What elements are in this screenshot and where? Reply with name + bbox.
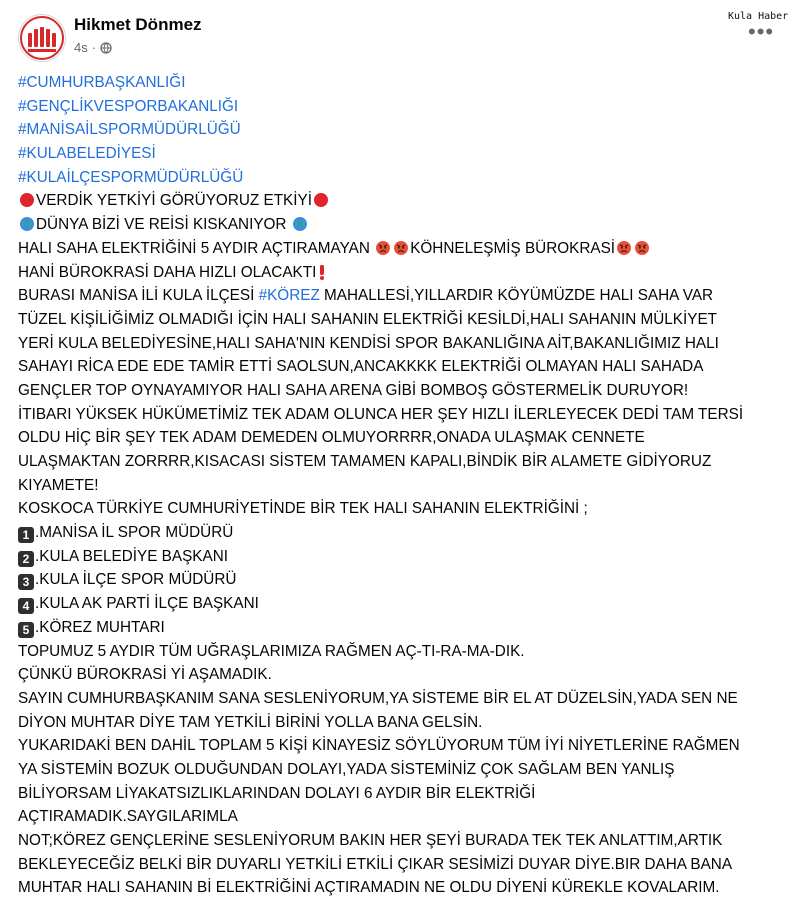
text-line: AÇTIRAMADIK.SAYGILARIMLA: [18, 808, 238, 826]
globe-icon: [100, 42, 112, 54]
angry-face-icon: [393, 240, 409, 256]
text-line: YUKARIDAKİ BEN DAHİL TOPLAM 5 KİŞİ KİNAYESİZ SÖYLÜYORUM TÜM İYİ NİYETLERİNE RAĞMEN: [18, 737, 740, 755]
text-line: TÜZEL KİŞİLİĞİMİZ OLMADIĞI İÇİN HALI SAHANIN ELEKTRİĞİ KESİLDİ,HALI SAHANIN MÜLKİYET: [18, 310, 717, 328]
angry-face-icon: [616, 240, 632, 256]
list-item-text: .MANİSA İL SPOR MÜDÜRÜ: [35, 524, 234, 542]
hashtag[interactable]: #GENÇLİKVESPORBAKANLIĞI: [18, 97, 239, 115]
text-line: KÖHNELEŞMİŞ BÜROKRASİ: [410, 239, 616, 257]
list-item: [18, 545, 788, 569]
hashtag[interactable]: #KULAİLÇESPORMÜDÜRLÜĞÜ: [18, 168, 244, 186]
angry-face-icon: [634, 240, 650, 256]
hashtag[interactable]: #MANİSAİLSPORMÜDÜRLÜĞÜ: [18, 121, 241, 139]
globe-emoji-icon: [292, 216, 308, 232]
text-line: YERİ KULA BELEDİYESİNE,HALI SAHA'NIN KENDİSİ SPOR BAKANLIĞINA AİT,BAKANLIĞIMIZ HALI: [18, 334, 719, 352]
keycap-number-icon: 5: [18, 622, 34, 638]
text-line: VERDİK YETKİYİ GÖRÜYORUZ ETKİYİ: [36, 192, 312, 210]
list-item-text: .KULA İLÇE SPOR MÜDÜRÜ: [35, 571, 237, 589]
hashtag[interactable]: #KÖREZ: [258, 287, 320, 305]
red-circle-icon: [313, 192, 329, 208]
keycap-number-icon: 4: [18, 598, 34, 614]
text-line: BEKLEYECEĞİZ BELKİ BİR DUYARLI YETKİLİ ETKİLİ ÇIKAR SESİMİZİ DUYAR DİYE.BIR DAHA BANA: [18, 855, 733, 873]
list-item: [18, 616, 788, 640]
text-line: OLDU HİÇ BİR ŞEY TEK ADAM DEMEDEN OLMUYORRRR,ONADA ULAŞMAK CENNETE: [18, 429, 645, 447]
dot-separator: ·: [91, 40, 97, 55]
watermark: Kula Haber: [728, 11, 789, 22]
list-item-text: .KULA AK PARTİ İLÇE BAŞKANI: [35, 595, 259, 613]
post-content: [18, 71, 788, 900]
text-line: İTIBARI YÜKSEK HÜKÜMETİMİZ TEK ADAM OLUNCA HER ŞEY HIZLI İLERLEYECEK DEDİ TAM TERSİ: [18, 405, 744, 423]
more-options-icon[interactable]: •••: [748, 19, 775, 44]
text-line: MAHALLESİ,YILLARDIR KÖYÜMÜZDE HALI SAHA VAR: [324, 287, 714, 305]
exclamation-icon: [317, 264, 327, 280]
text-line: KIYAMETE!: [18, 476, 99, 494]
text-line: SAHAYI RİCA EDE EDE TAMİR ETTİ SAOLSUN,ANCAKKKK ELEKTRİĞİ OLMAYAN HALI SAHADA: [18, 358, 704, 376]
keycap-number-icon: 3: [18, 574, 34, 590]
hashtag[interactable]: #CUMHURBAŞKANLIĞI: [18, 74, 186, 91]
keycap-number-icon: 2: [18, 551, 34, 567]
text-line: GENÇLER TOP OYNAYAMIYOR HALI SAHA ARENA GİBİ BOMBOŞ GÖSTERMELİK DURUYOR!: [18, 381, 689, 399]
red-circle-icon: [19, 192, 35, 208]
list-item-text: .KÖREZ MUHTARI: [35, 618, 165, 636]
post-meta: [74, 40, 112, 55]
text-line: DİYON MUHTAR DİYE TAM YETKİLİ BİRİNİ YOLLA BANA GELSİN.: [18, 713, 483, 731]
angry-face-icon: [375, 240, 391, 256]
text-line: KOSKOCA TÜRKİYE CUMHURİYETİNDE BİR TEK HALI SAHANIN ELEKTRİĞİNİ ;: [18, 500, 588, 518]
text-line: SAYIN CUMHURBAŞKANIM SANA SESLENİYORUM,YA SİSTEME BİR EL AT DÜZELSİN,YADA SEN NE: [18, 689, 738, 707]
avatar[interactable]: [18, 14, 66, 62]
text-line: YA SİSTEMİN BOZUK OLDUĞUNDAN DOLAYI,YADA SİSTEMİNİZ ÇOK SAĞLAM BEN YANLIŞ: [18, 760, 675, 778]
list-item: [18, 568, 788, 592]
post-header: [0, 0, 800, 68]
text-line: BİLİYORSAM LİYAKATSIZLIKLARINDAN DOLAYI 6 AYDIR BİR ELEKTRİĞİ: [18, 784, 536, 802]
list-item-text: .KULA BELEDİYE BAŞKANI: [35, 547, 228, 565]
crescent-logo-icon: [19, 15, 65, 61]
list-item: [18, 592, 788, 616]
text-line: TOPUMUZ 5 AYDIR TÜM UĞRAŞLARIMIZA RAĞMEN AÇ-TI-RA-MA-DIK.: [18, 642, 525, 660]
text-line: BURASI MANİSA İLİ KULA İLÇESİ: [18, 287, 255, 305]
text-line: HALI SAHA ELEKTRİĞİNİ 5 AYDIR AÇTIRAMAYAN: [18, 239, 370, 257]
text-line: ÇÜNKÜ BÜROKRASİ Yİ AŞAMADIK.: [18, 666, 272, 684]
author-name[interactable]: Hikmet Dönmez: [74, 15, 202, 34]
list-item: [18, 521, 788, 545]
globe-emoji-icon: [19, 216, 35, 232]
text-line: NOT;KÖREZ GENÇLERİNE SESLENİYORUM BAKIN HER ŞEYİ BURADA TEK TEK ANLATTIM,ARTIK: [18, 832, 723, 849]
hashtag[interactable]: #KULABELEDİYESİ: [18, 145, 156, 163]
text-line: HANİ BÜROKRASİ DAHA HIZLI OLACAKTI: [18, 263, 317, 281]
text-line: ULAŞMAKTAN ZORRRR,KISACASI SİSTEM TAMAMEN KAPALI,BİNDİK BİR ALAMETE GİDİYORUZ: [18, 453, 712, 470]
text-line: DÜNYA BİZİ VE REİSİ KISKANIYOR: [36, 216, 287, 234]
post-time[interactable]: 4s: [74, 40, 88, 55]
text-line: MUHTAR HALI SAHANIN Bİ ELEKTRİĞİNİ AÇTIRAMADIN NE OLDU DİYENİ KÜREKLE KOVALARIM.: [18, 879, 720, 897]
keycap-number-icon: 1: [18, 527, 34, 543]
